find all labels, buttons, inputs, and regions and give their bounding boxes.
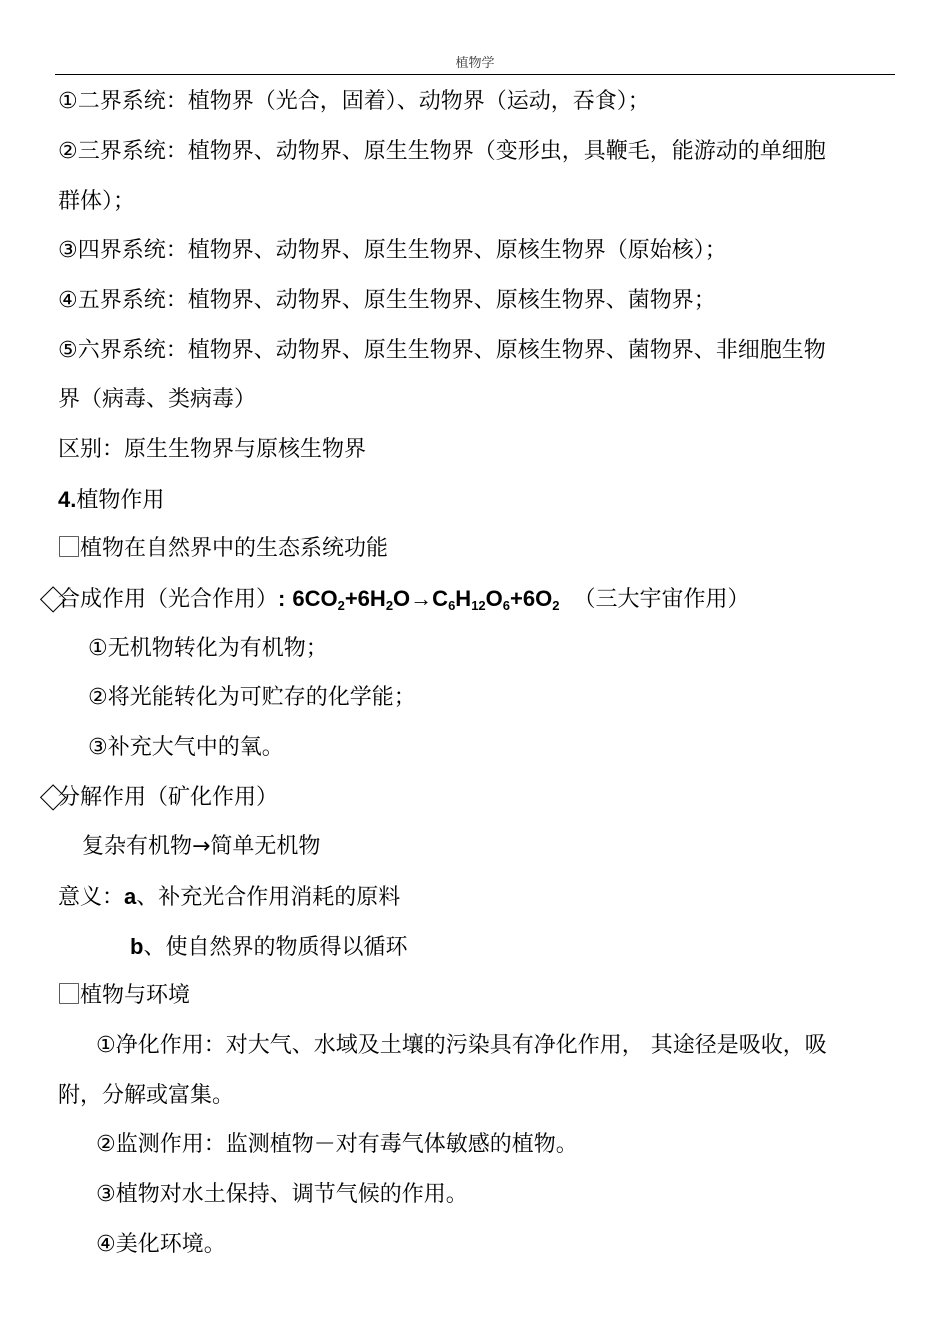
env-item-1: ①净化作用：对大气、水域及土壤的污染具有净化作用， 其途径是吸收，吸 (96, 1033, 827, 1058)
env-item-3: ③植物对水土保持、调节气候的作用。 (96, 1182, 468, 1207)
synthesis-item-3: ③补充大气中的氧。 (88, 735, 284, 760)
synthesis-label: ⃟合成作用（光合作用） (58, 587, 279, 612)
five-kingdom-system: ④五界系统：植物界、动物界、原生生物界、原核生物界、菌物界； (58, 288, 716, 313)
page-header: 植物学 (455, 56, 495, 71)
header-rule (55, 74, 895, 75)
env-item-2: ②监测作用：监测植物－对有毒气体敏感的植物。 (96, 1132, 578, 1157)
subsection-plants-environment: ⃞植物与环境 (58, 983, 191, 1008)
six-kingdom-system: ⑤六界系统：植物界、动物界、原生生物界、原核生物界、菌物界、非细胞生物 (58, 338, 826, 363)
subsection-ecosystem-function: ⃞植物在自然界中的生态系统功能 (58, 536, 389, 561)
six-kingdom-system-cont: 界（病毒、类病毒） (58, 387, 257, 412)
difference-note: 区别：原生生物界与原核生物界 (58, 437, 367, 462)
three-kingdom-system: ②三界系统：植物界、动物界、原生生物界（变形虫，具鞭毛，能游动的单细胞 (58, 139, 826, 164)
four-kingdom-system: ③四界系统：植物界、动物界、原生生物界、原核生物界（原始核）； (58, 238, 727, 263)
meaning-b: b、使自然界的物质得以循环 (130, 934, 408, 960)
env-item-4: ④美化环境。 (96, 1232, 226, 1257)
two-kingdom-system: ①二界系统：植物界（光合，固着）、动物界（运动，吞食）； (58, 89, 650, 114)
section-title: 植物作用 (76, 488, 165, 513)
meaning-label: 意义： (58, 885, 125, 910)
synthesis-item-1: ①无机物转化为有机物； (88, 636, 328, 661)
meaning-a: 意义：a、补充光合作用消耗的原料 (58, 884, 401, 910)
decomposition-process: 复杂有机物→简单无机物 (82, 834, 321, 859)
section-4-heading (58, 486, 898, 515)
synthesis-item-2: ②将光能转化为可贮存的化学能； (88, 685, 416, 710)
decomposition-label: ⃟分解作用（矿化作用） (58, 785, 279, 810)
synthesis-note: （三大宇宙作用） (573, 587, 750, 612)
section-number: 4. (58, 487, 77, 512)
photosynthesis-formula: $6CO_2+6H_2O\to C_6H_{12}O_6+6O_2$ (292, 586, 560, 613)
env-item-1-cont: 附，分解或富集。 (58, 1083, 235, 1108)
three-kingdom-system-cont: 群体）； (58, 189, 136, 214)
synthesis-colon: : (278, 586, 286, 611)
synthesis-line (58, 585, 898, 614)
